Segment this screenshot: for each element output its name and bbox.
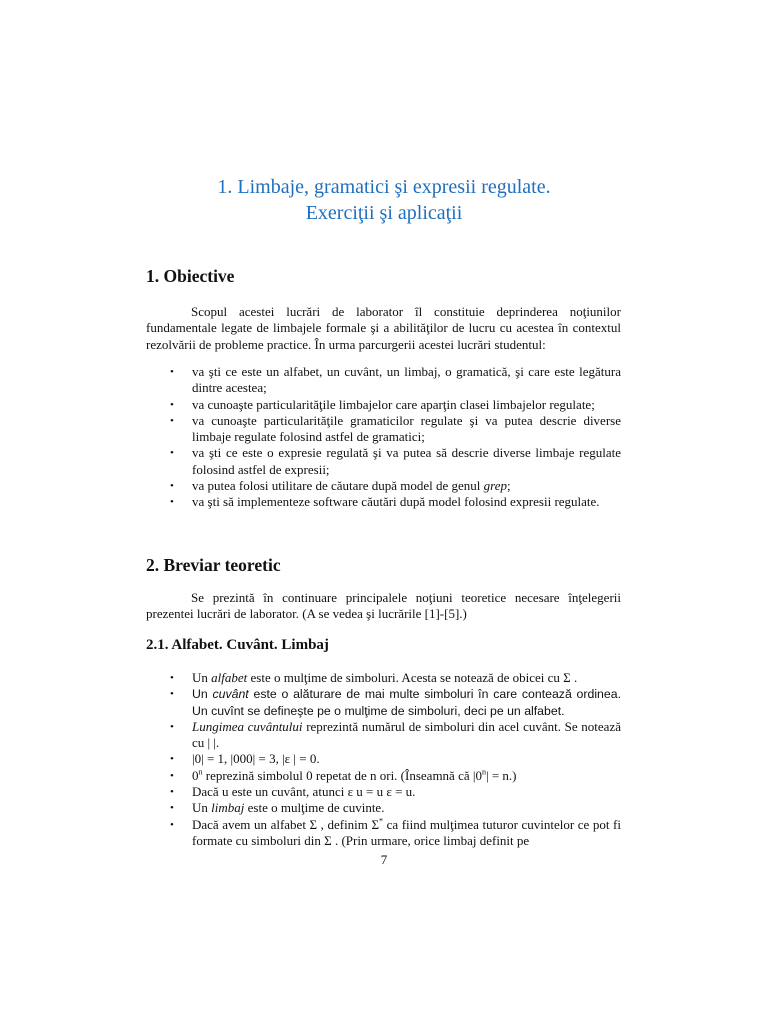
bullet-icon: •: [170, 802, 174, 815]
bullet-icon: •: [170, 414, 174, 427]
section-heading-objectives: 1. Obiective: [146, 266, 235, 286]
list-item: • va şti ce este o expresie regulată şi va putea să descrie diverse limbaje regulate folosind astfel de expresii;: [170, 445, 621, 477]
list-item: • Un cuvânt este o alăturare de mai multe simboluri în care contează ordinea. Un cuvînt se defineşte pe o mulţime de simboluri, deci pe un alfabet.: [170, 687, 621, 718]
section-heading-breviar: 2. Breviar teoretic: [146, 555, 281, 575]
definitions-list: [146, 670, 621, 849]
list-item: • va putea folosi utilitare de căutare după model de genul grep;: [170, 478, 511, 494]
list-item: • va şti să implementeze software căutări după model folosind expresii regulate.: [170, 494, 600, 510]
objectives-intro: Scopul acestei lucrări de laborator îl constituie deprinderea noţiunilor fundamentale legate de limbajele formale şi a abilităţilor de lucru cu acestea în contextul rezolvării de probleme practice. În urma parcurgerii acestei lucrări studentul:: [146, 304, 621, 352]
list-item: • Lungimea cuvântului reprezintă numărul de simboluri din acel cuvânt. Se notează cu | |.: [170, 718, 621, 751]
bullet-icon: •: [170, 366, 174, 378]
chapter-title-line1: 1. Limbaje, gramatici şi expresii regulate.: [217, 176, 551, 198]
bullet-icon: •: [170, 753, 174, 766]
bullet-icon: •: [170, 786, 174, 799]
objectives-list: [146, 364, 621, 511]
list-item: • va cunoaşte particularităţile gramaticilor regulate şi va putea descrie diverse limbaje regulate folosind astfel de gramatici;: [170, 412, 621, 445]
bullet-icon: •: [170, 818, 174, 831]
grep-term: grep: [483, 478, 508, 494]
chapter-title-line2: Exerciţii şi aplicaţii: [305, 202, 463, 224]
subsection-heading-alfabet: 2.1. Alfabet. Cuvânt. Limbaj: [146, 637, 329, 653]
list-item: • 0$^n$ reprezină simbolul 0 repetat de n ori. (Înseamnă că $|0^n| = n$.): [170, 767, 517, 783]
bullet-icon: •: [170, 720, 174, 733]
bullet-icon: •: [170, 480, 174, 493]
list-item: • |0| = 1, |000| = 3, |ε | = 0.: [170, 751, 320, 767]
list-item: • Dacă u este un cuvânt, atunci ε u = u ε = u.: [170, 784, 416, 800]
breviar-intro: Se prezintă în continuare principalele noţiuni teoretice necesare înţelegerii prezentei lucrări de laborator. (A se vedea şi lucrările [1]-[5].): [146, 590, 621, 622]
list-item: • va cunoaşte particularităţile limbajelor care aparţin clasei limbajelor regulate;: [170, 396, 595, 412]
bullet-icon: •: [170, 447, 174, 460]
bullet-icon: •: [170, 496, 174, 509]
bullet-icon: •: [170, 672, 174, 684]
list-item: • va şti ce este un alfabet, un cuvânt, un limbaj, o gramatică, şi care este legătura dintre acestea;: [170, 364, 621, 396]
bullet-icon: •: [170, 769, 174, 782]
page-number: 7: [380, 852, 388, 867]
list-item: • Un limbaj este o mulţime de cuvinte.: [170, 800, 385, 816]
list-item: • Dacă avem un alfabet Σ , definim Σ* ca fiind mulţimea tuturor cuvintelor ce pot fi formate cu simboluri din Σ . (Prin urmare, orice limbaj definit pe: [170, 816, 622, 848]
list-item: • Un alfabet este o mulţime de simboluri. Acesta se notează de obicei cu Σ .: [170, 670, 578, 685]
bullet-icon: •: [170, 688, 174, 701]
bullet-icon: •: [170, 398, 174, 411]
